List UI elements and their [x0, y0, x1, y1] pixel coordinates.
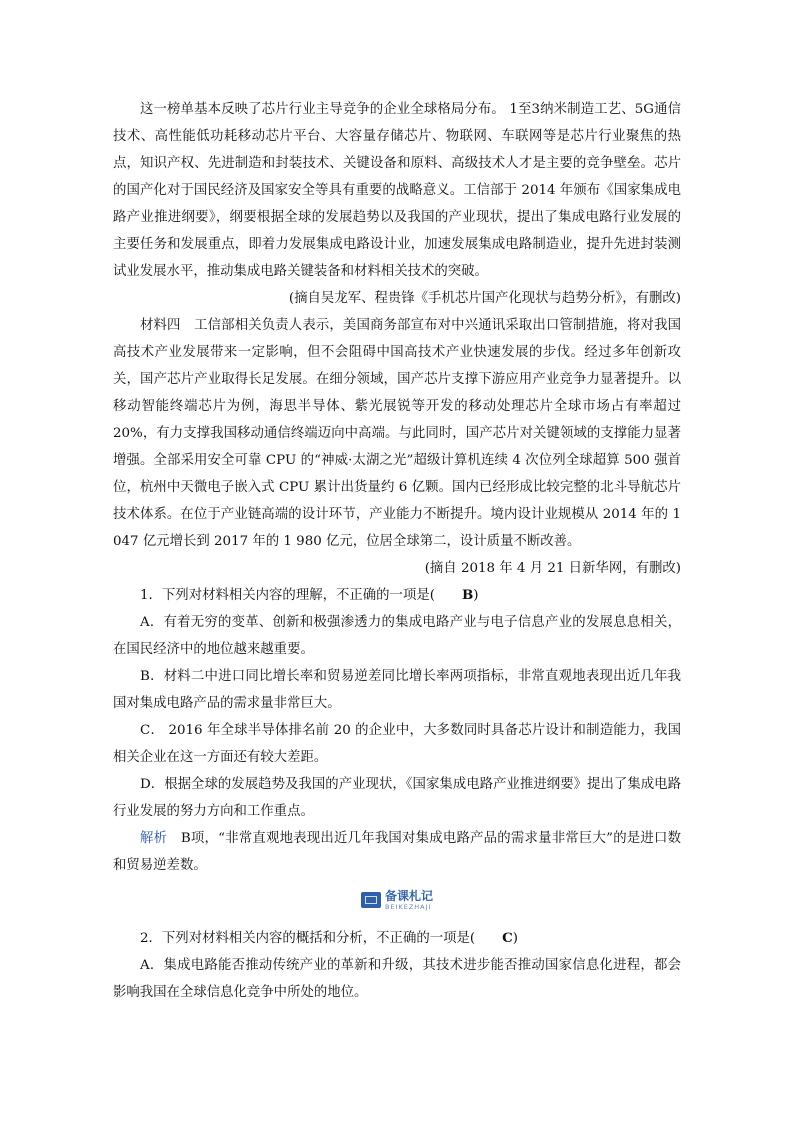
material3-source: (摘自吴龙军、程贵锋《手机芯片国产化现状与趋势分析》，有删改) — [288, 291, 681, 306]
material4-paragraph: 材料四 工信部相关负责人表示，美国商务部宣布对中兴通讯采取出口管制措施，将对我国高技术产业发展带来一定影响，但不会阻碍中国高技术产业快速发展的步伐。经过多年创新攻关，国产芯片产业取得长足发展。在细分领域，国产芯片支撑下游应用产业竞争力显著提升。以移动智能终端芯片为例，海思半导体、紫光展锐等开发的移动处理芯片全球市场占有率超过 20%，有力支撑我国移动通信终端迈向中高端。与此同时，国产芯片对关键领域的支撑能力显著增强。全部采用安全可靠 CPU 的“神威·太湖之光”超级计算机连续 4 次位列全球超算 500 强首位，杭州中天微电子嵌入式 CPU 累计出货量约 6 亿颗。国内已经形成比较完整的北斗导航芯片技术体系。在位于产业链高端的设计环节，产业能力不断提升。境内设计业规模从 2014 年的 1 047 亿元增长到 2017 年的 1 980 亿元，位居全球第二，设计质量不断改善。 — [113, 318, 681, 549]
question2-stem-text: 2．下列对材料相关内容的概括和分析，不正确的一项是( — [140, 931, 476, 946]
question1-answer: B — [461, 587, 474, 603]
question2-stem — [113, 925, 681, 952]
material3-paragraph: 这一榜单基本反映了芯片行业主导竞争的企业全球格局分布。 1至3纳米制造工艺、5G通信技术、高性能低功耗移动芯片平台、大容量存储芯片、物联网、车联网等是芯片行业聚焦的热点，知识产权、先进制造和封装技术、关键设备和原料、高级技术人才是主要的竞争壁垒。芯片的国产化对于国民经济及国家安全等具有重要的战略意义。工信部于 2014 年颁布《国家集成电路产业推进纲要》，纲要根据全球的发展趋势以及我国的产业现状，提出了集成电路行业发展的主要任务和发展重点，即着力发展集成电路设计业，加速发展集成电路制造业，提升先进封装测试业发展水平，推动集成电路关键装备和材料相关技术的突破。 — [113, 102, 681, 279]
material4-source: (摘自 2018 年 4 月 21 日新华网，有删改) — [424, 561, 681, 576]
question1-option-b: B．材料二中进口同比增长率和贸易逆差同比增长率两项指标，非常直观地表现出近几年我国对集成电路产品的需求量非常巨大。 — [113, 669, 681, 711]
question2-stem-close: ) — [512, 931, 519, 946]
question1-option-a: A．有着无穷的变革、创新和极强渗透力的集成电路产业与电子信息产业的发展息息相关，在国民经济中的地位越来越重要。 — [113, 615, 681, 657]
question1-stem-text: 1．下列对材料相关内容的理解，不正确的一项是( — [140, 588, 435, 603]
question1-option-c: C． 2016 年全球半导体排名前 20 的企业中，大多数同时具备芯片设计和制造能力，我国相关企业在这一方面还有较大差距。 — [113, 723, 681, 765]
analysis-text: B项，“非常直观地表现出近几年我国对集成电路产品的需求量非常巨大”的是进口数和贸易逆差数。 — [113, 831, 682, 873]
document-page — [113, 96, 681, 1006]
notes-logo — [113, 883, 681, 917]
question2-option-a: A．集成电路能否推动传统产业的革新和升级，其技术进步能否推动国家信息化进程，都会影响我国在全球信息化竞争中所处的地位。 — [113, 958, 681, 1000]
logo-chinese-text: 备课札记 — [384, 888, 433, 903]
question1-analysis — [113, 825, 681, 879]
question1-stem — [113, 582, 681, 609]
question1-stem-close: ) — [473, 588, 479, 603]
question2-answer: C — [502, 930, 513, 946]
question1-option-d: D．根据全球的发展趋势及我国的产业现状，《国家集成电路产业推进纲要》提出了集成电路行业发展的努力方向和工作重点。 — [113, 777, 681, 819]
analysis-label: 解析 — [140, 831, 168, 846]
notebook-icon — [361, 892, 381, 908]
logo-english-text: BEIKEZHAJI — [384, 902, 432, 911]
